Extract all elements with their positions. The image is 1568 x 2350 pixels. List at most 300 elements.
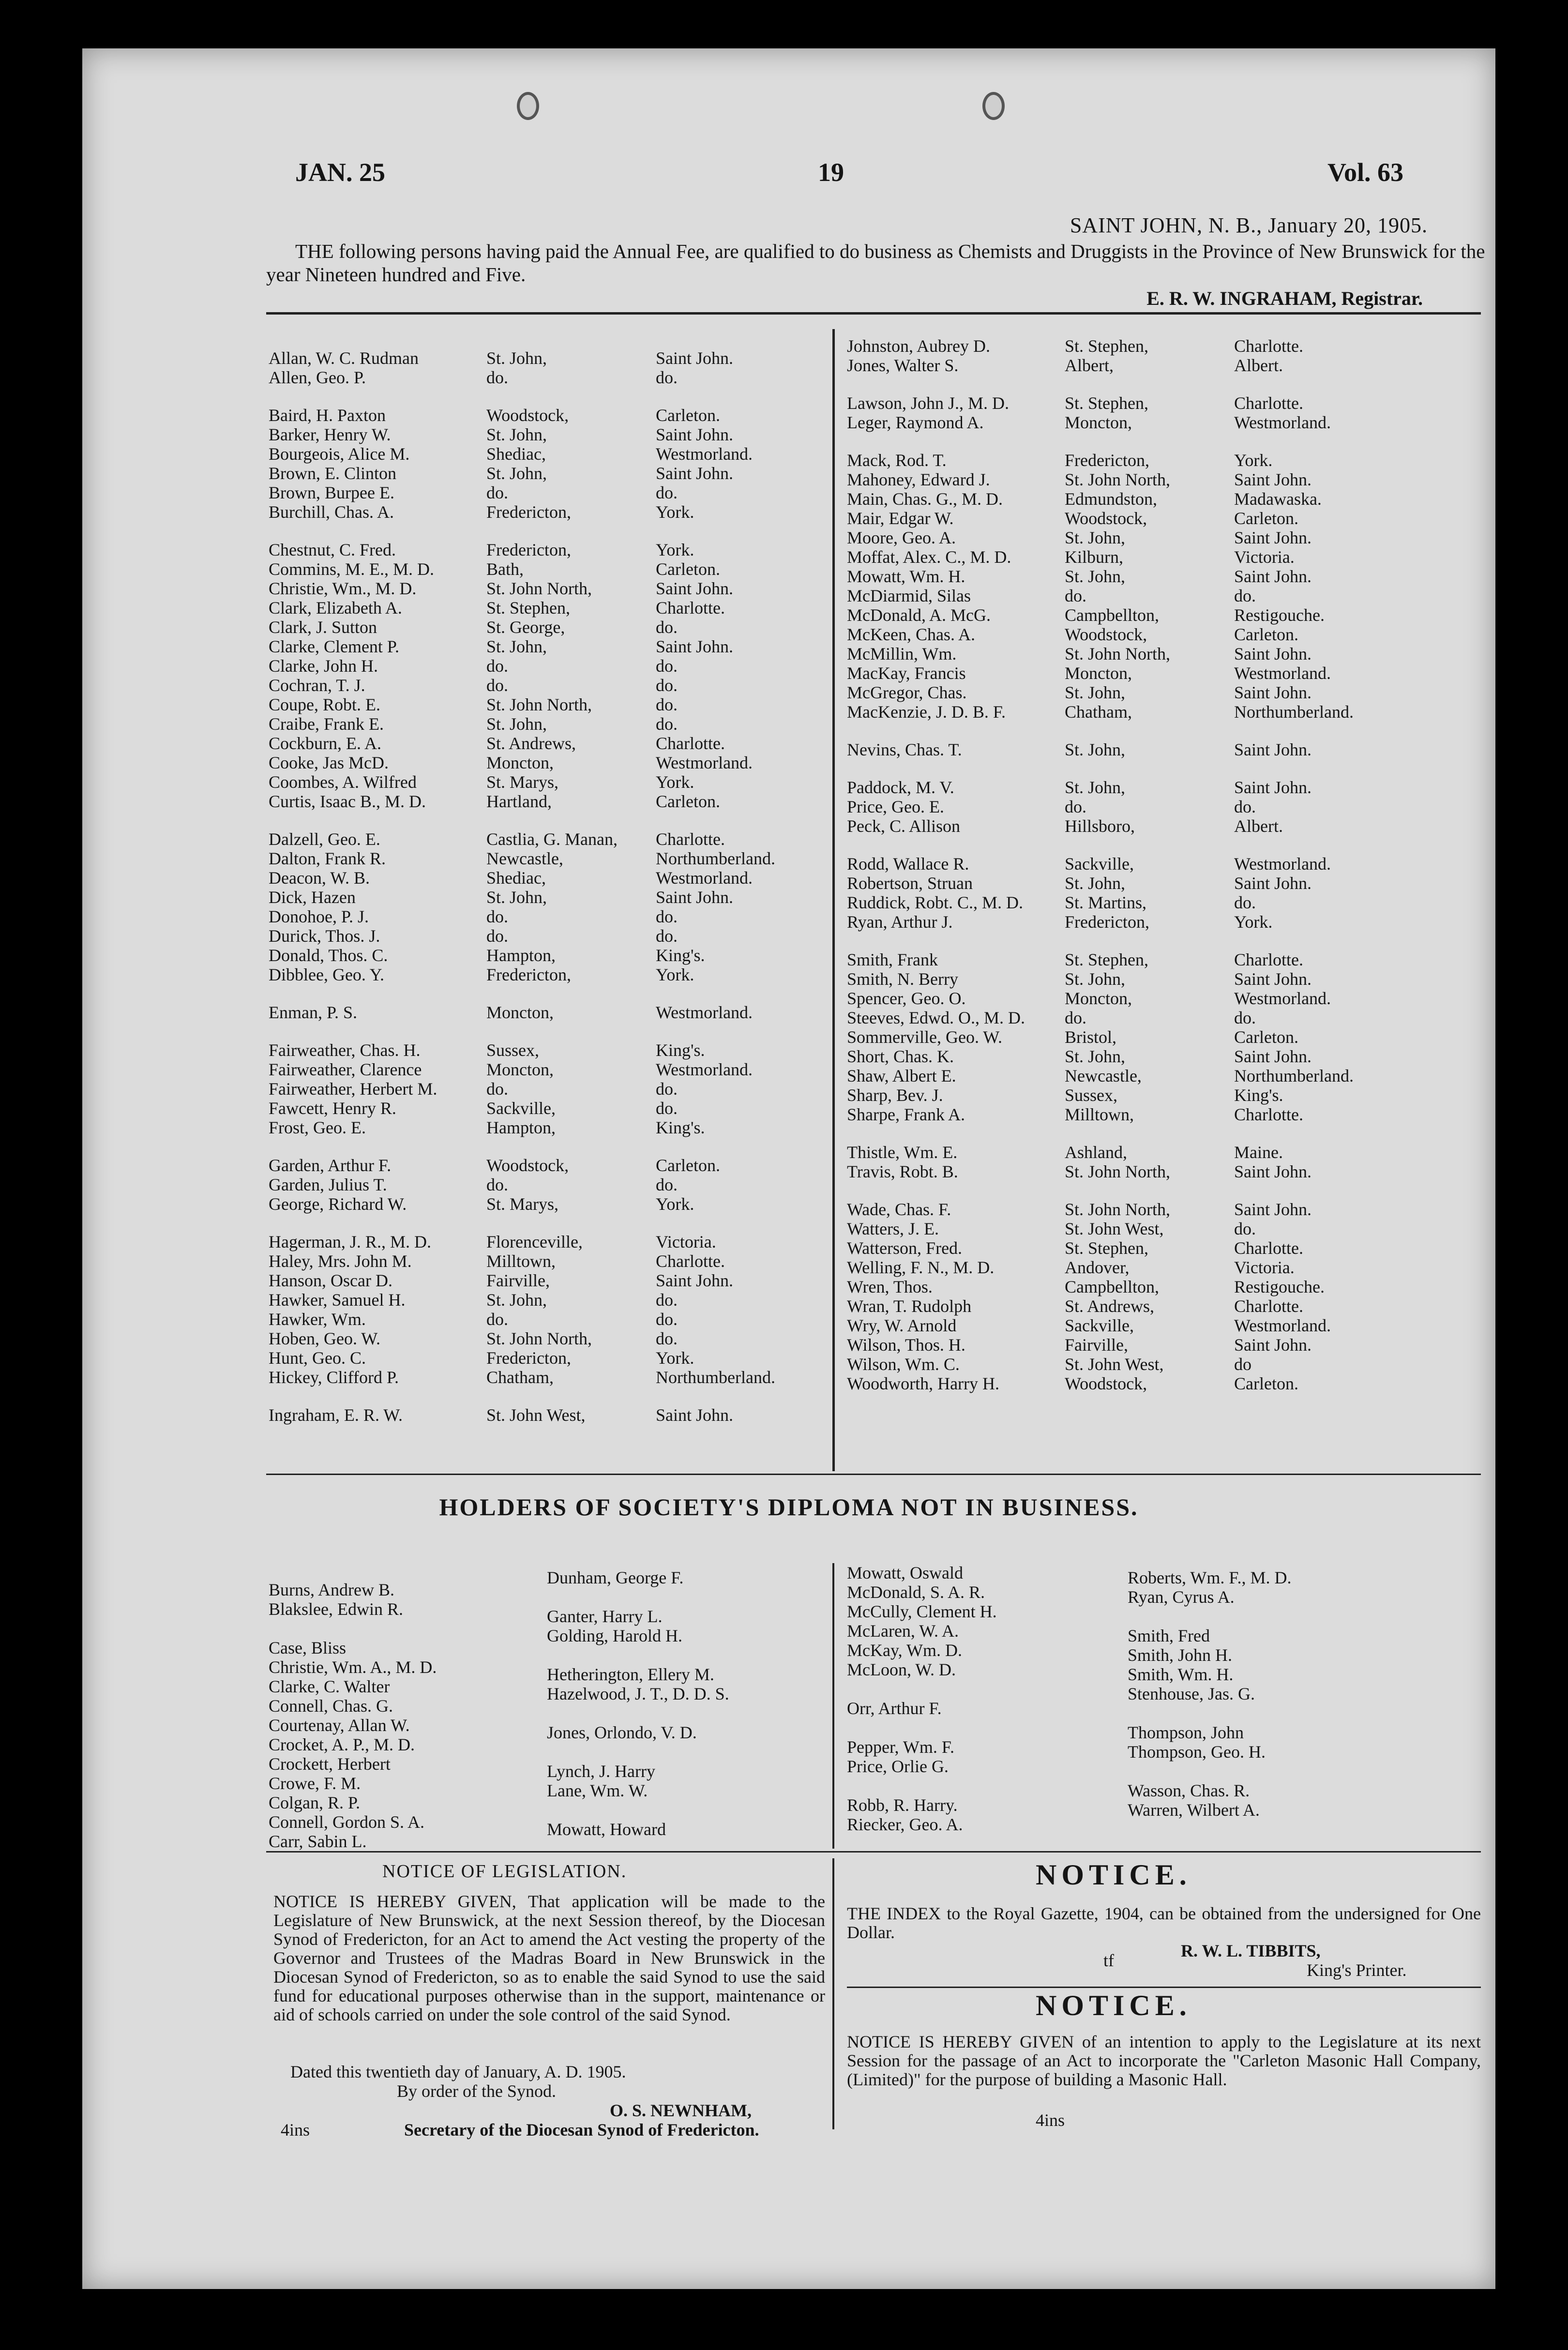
registrant-town: Campbellton, <box>1065 605 1159 625</box>
newspaper-page <box>82 48 1495 2289</box>
diploma-column-4 <box>1128 1568 1291 1820</box>
registrant-name: Main, Chas. G., M. D. <box>847 489 1003 509</box>
diploma-holder: Hetherington, Ellery M. <box>547 1665 714 1684</box>
registrant-county: Westmorland. <box>1234 663 1331 683</box>
diploma-holder: Wasson, Chas. R. <box>1128 1781 1250 1800</box>
registrant-name: Wade, Chas. F. <box>847 1200 951 1219</box>
registrant-name: Wren, Thos. <box>847 1277 933 1296</box>
registrant-county: do. <box>656 1290 678 1310</box>
registrant-name: Garden, Arthur F. <box>269 1156 392 1175</box>
registrant-town: St. John North, <box>1065 1200 1171 1219</box>
registrant-county: do. <box>656 695 678 714</box>
diploma-holder: Smith, Wm. H. <box>1128 1665 1234 1684</box>
registrant-name: Clark, J. Sutton <box>269 618 377 637</box>
registrant-town: do. <box>486 1079 508 1099</box>
registrant-name: Ingraham, E. R. W. <box>269 1405 403 1425</box>
registrant-county: Saint John. <box>656 464 734 483</box>
registrant-name: Cockburn, E. A. <box>269 734 381 753</box>
registrant-town: Sussex, <box>1065 1085 1118 1105</box>
intro-paragraph: THE following persons having paid the Annual Fee, are qualified to do business as Chemists and Druggists in the Province of New Brunswick for the year Nineteen hundred and Five. <box>266 240 1485 286</box>
registrant-name: Hoben, Geo. W. <box>269 1329 380 1348</box>
registrant-county: do <box>1234 1355 1251 1374</box>
registrant-name: Smith, N. Berry <box>847 969 958 989</box>
section-rule <box>266 1474 1481 1475</box>
column-divider <box>832 1858 834 2129</box>
diploma-section-title: HOLDERS OF SOCIETY'S DIPLOMA NOT IN BUSINESS. <box>439 1493 1139 1521</box>
registrant-county: do. <box>656 926 678 946</box>
registrant-county: Saint John. <box>656 637 734 656</box>
registrant-town: Woodstock, <box>486 1156 569 1175</box>
registrant-town: St. John, <box>486 348 547 368</box>
registrant-name: Clark, Elizabeth A. <box>269 598 402 618</box>
registrant-name: Paddock, M. V. <box>847 778 954 797</box>
registrant-town: do. <box>1065 797 1086 816</box>
registrant-county: Charlotte. <box>1234 336 1303 356</box>
registrant-town: St. John, <box>1065 1047 1126 1066</box>
legislation-notice-heading: NOTICE OF LEGISLATION. <box>382 1861 627 1882</box>
diploma-holder: Lane, Wm. W. <box>547 1781 648 1800</box>
registrant-town: St. Andrews, <box>1065 1296 1155 1316</box>
registrant-town: do. <box>1065 586 1086 605</box>
registrant-name: Hawker, Samuel H. <box>269 1290 406 1310</box>
registrant-town: St. John West, <box>1065 1219 1164 1238</box>
registrant-town: do. <box>486 483 508 502</box>
registrant-county: Charlotte. <box>1234 1105 1303 1124</box>
registrant-county: Charlotte. <box>656 734 725 753</box>
registrant-name: Brown, E. Clinton <box>269 464 397 483</box>
registrant-county: Saint John. <box>1234 528 1312 547</box>
legislation-dated: Dated this twentieth day of January, A. D. 1905. <box>290 2062 626 2081</box>
registrant-county: Saint John. <box>1234 740 1312 759</box>
registrant-name: Deacon, W. B. <box>269 868 370 888</box>
registrant-town: Shediac, <box>486 444 546 464</box>
diploma-holder: Dunham, George F. <box>547 1568 684 1587</box>
registrant-county: York. <box>656 1348 694 1368</box>
registrant-town: Kilburn, <box>1065 547 1123 567</box>
registrant-town: do. <box>486 1310 508 1329</box>
diploma-holder: Mowatt, Oswald <box>847 1563 963 1582</box>
registrant-town: St. John, <box>486 464 547 483</box>
registrant-county: Saint John. <box>1234 969 1312 989</box>
registrant-name: George, Richard W. <box>269 1194 407 1214</box>
notice-rule <box>847 1987 1481 1988</box>
registrant-county: Saint John. <box>656 888 734 907</box>
registrant-name: Burchill, Chas. A. <box>269 502 394 522</box>
registrant-town: do. <box>1065 1008 1086 1027</box>
registrant-name: Wilson, Thos. H. <box>847 1335 965 1355</box>
registrant-name: Wry, W. Arnold <box>847 1316 957 1335</box>
registrant-name: Garden, Julius T. <box>269 1175 387 1194</box>
registrant-town: St. Stephen, <box>486 598 571 618</box>
registrant-county: Carleton. <box>1234 509 1298 528</box>
registrant-county: Charlotte. <box>1234 1238 1303 1258</box>
registrant-county: York. <box>656 772 694 792</box>
diploma-holder: Courtenay, Allan W. <box>269 1716 410 1735</box>
registrar-signature: E. R. W. INGRAHAM, Registrar. <box>1146 287 1423 309</box>
registrant-county: Northumberland. <box>656 849 775 868</box>
registrant-town: St. John North, <box>1065 1162 1171 1181</box>
registrant-county: Saint John. <box>1234 1335 1312 1355</box>
section-rule <box>266 312 1481 315</box>
registrant-county: York. <box>656 502 694 522</box>
registrant-town: St. John, <box>486 1290 547 1310</box>
registrant-town: St. John North, <box>486 695 592 714</box>
registrant-name: McKeen, Chas. A. <box>847 625 975 644</box>
registrant-town: Moncton, <box>1065 989 1132 1008</box>
registrant-name: Shaw, Albert E. <box>847 1066 956 1085</box>
page-number: 19 <box>818 158 844 187</box>
registrant-county: do. <box>656 483 678 502</box>
registrant-name: Baird, H. Paxton <box>269 406 386 425</box>
registrant-town: Florenceville, <box>486 1232 583 1251</box>
diploma-holder: Price, Orlie G. <box>847 1757 949 1776</box>
diploma-holder: Roberts, Wm. F., M. D. <box>1128 1568 1292 1587</box>
registrant-town: St. Stephen, <box>1065 950 1149 969</box>
registrant-name: Mahoney, Edward J. <box>847 470 990 489</box>
registrant-name: Mair, Edgar W. <box>847 509 954 528</box>
registrant-county: Saint John. <box>1234 644 1312 663</box>
registrant-town: Fredericton, <box>1065 451 1149 470</box>
registrant-town: St. John West, <box>486 1405 586 1425</box>
registrant-county: Carleton. <box>656 792 720 811</box>
registrant-county: King's. <box>1234 1085 1283 1105</box>
registrant-name: Price, Geo. E. <box>847 797 944 816</box>
registrant-town: Ashland, <box>1065 1143 1127 1162</box>
registrant-county: do. <box>656 1099 678 1118</box>
registrant-name: Donald, Thos. C. <box>269 946 388 965</box>
registrant-town: Chatham, <box>1065 702 1132 722</box>
registrant-county: York. <box>1234 451 1273 470</box>
registrant-town: Bath, <box>486 559 524 579</box>
registrant-county: King's. <box>656 1040 705 1060</box>
registrant-county: Victoria. <box>1234 547 1295 567</box>
registrant-county: Madawaska. <box>1234 489 1322 509</box>
registrant-county: Westmorland. <box>1234 989 1331 1008</box>
registrant-county: do. <box>656 368 678 387</box>
registrant-name: Fairweather, Chas. H. <box>269 1040 421 1060</box>
diploma-holder: Golding, Harold H. <box>547 1626 682 1645</box>
registrant-county: do. <box>1234 797 1256 816</box>
registrant-name: Dalzell, Geo. E. <box>269 829 380 849</box>
diploma-column-1 <box>269 1580 437 1851</box>
diploma-holder: Jones, Orlondo, V. D. <box>547 1723 697 1742</box>
diploma-holder: Mowatt, Howard <box>547 1820 666 1839</box>
diploma-holder: Crowe, F. M. <box>269 1774 361 1793</box>
registrant-town: Fredericton, <box>486 540 571 559</box>
registrant-name: Lawson, John J., M. D. <box>847 393 1010 413</box>
registrant-town: St. John, <box>486 637 547 656</box>
registrant-town: Fredericton, <box>486 502 571 522</box>
diploma-holder: Christie, Wm. A., M. D. <box>269 1657 437 1677</box>
registrant-county: Westmorland. <box>656 868 753 888</box>
hall-notice-heading: NOTICE. <box>1036 1989 1191 2021</box>
registrant-county: Carleton. <box>1234 625 1298 644</box>
index-notice-signer: R. W. L. TIBBITS, <box>1181 1941 1321 1960</box>
hall-notice-body: NOTICE IS HEREBY GIVEN of an intention to apply to the Legislature at its next Session for the passage of an Act to incorporate the "Carleton Masonic Hall Company, (Limited)" for the purpose of building a Masonic Hall. <box>847 2032 1481 2089</box>
registrant-name: McGregor, Chas. <box>847 683 967 702</box>
registrant-town: St. John, <box>1065 969 1126 989</box>
registrant-county: Saint John. <box>1234 683 1312 702</box>
registrant-county: do. <box>656 714 678 734</box>
diploma-holder: Connell, Chas. G. <box>269 1696 393 1716</box>
registrant-town: Fairville, <box>486 1271 550 1290</box>
registrant-town: Woodstock, <box>486 406 569 425</box>
registrant-town: Fredericton, <box>486 965 571 984</box>
registrant-name: Sharpe, Frank A. <box>847 1105 965 1124</box>
diploma-holder: Pepper, Wm. F. <box>847 1737 954 1757</box>
registrant-town: Hampton, <box>486 1118 556 1137</box>
diploma-holder: Burns, Andrew B. <box>269 1580 394 1599</box>
hall-notice-insertions: 4ins <box>1036 2110 1065 2130</box>
registrant-name: Short, Chas. K. <box>847 1047 954 1066</box>
registrant-town: St. John, <box>1065 874 1126 893</box>
registrant-county: Westmorland. <box>1234 1316 1331 1335</box>
registrant-county: do. <box>656 676 678 695</box>
registrant-town: St. John, <box>1065 528 1126 547</box>
registrant-county: Saint John. <box>1234 874 1312 893</box>
registrant-town: Fredericton, <box>486 1348 571 1368</box>
registrant-county: do. <box>1234 586 1256 605</box>
registrant-county: Saint John. <box>1234 1200 1312 1219</box>
registrant-name: McDonald, A. McG. <box>847 605 991 625</box>
registrant-name: Commins, M. E., M. D. <box>269 559 435 579</box>
registrant-county: Saint John. <box>656 1271 734 1290</box>
registrant-town: St. John, <box>486 888 547 907</box>
registrant-name: Allen, Geo. P. <box>269 368 366 387</box>
registrant-name: Peck, C. Allison <box>847 816 961 836</box>
registrant-name: Fawcett, Henry R. <box>269 1099 396 1118</box>
registrant-town: Moncton, <box>486 753 554 772</box>
diploma-holder: Hazelwood, J. T., D. D. S. <box>547 1684 729 1703</box>
registrant-town: St. George, <box>486 618 565 637</box>
registrant-county: Charlotte. <box>656 598 725 618</box>
registrant-name: Welling, F. N., M. D. <box>847 1258 995 1277</box>
registrant-county: Northumberland. <box>1234 702 1354 722</box>
registrant-name: Allan, W. C. Rudman <box>269 348 419 368</box>
registrant-town: Hartland, <box>486 792 552 811</box>
registrant-county: Carleton. <box>1234 1374 1298 1393</box>
registrant-town: Bristol, <box>1065 1027 1117 1047</box>
registrant-town: Edmundston, <box>1065 489 1158 509</box>
diploma-holder: Ganter, Harry L. <box>547 1607 663 1626</box>
registrant-town: St. John, <box>486 714 547 734</box>
registrant-town: St. Martins, <box>1065 893 1147 912</box>
registrant-name: Watterson, Fred. <box>847 1238 963 1258</box>
registrant-county: York. <box>656 1194 694 1214</box>
registrant-name: Fairweather, Herbert M. <box>269 1079 437 1099</box>
registrant-town: St. Andrews, <box>486 734 576 753</box>
registrant-name: Donohoe, P. J. <box>269 907 369 926</box>
index-notice-heading: NOTICE. <box>1036 1859 1191 1891</box>
registrant-town: Milltown, <box>486 1251 556 1271</box>
registrant-name: Travis, Robt. B. <box>847 1162 958 1181</box>
legislation-signer: O. S. NEWNHAM, <box>610 2101 752 2120</box>
diploma-holder: Ryan, Cyrus A. <box>1128 1587 1235 1607</box>
registrant-county: Northumberland. <box>656 1368 775 1387</box>
registrant-town: Newcastle, <box>486 849 563 868</box>
registrant-county: York. <box>656 540 694 559</box>
registrant-county: do. <box>1234 1008 1256 1027</box>
registrant-name: Dick, Hazen <box>269 888 356 907</box>
registrant-town: Campbellton, <box>1065 1277 1159 1296</box>
registrant-name: Curtis, Isaac B., M. D. <box>269 792 426 811</box>
issue-date: JAN. 25 <box>295 158 385 187</box>
registrant-name: MacKay, Francis <box>847 663 966 683</box>
registrant-town: Moncton, <box>1065 663 1132 683</box>
registrant-county: do. <box>656 1310 678 1329</box>
registrant-county: do. <box>656 1175 678 1194</box>
diploma-holder: Connell, Gordon S. A. <box>269 1812 425 1832</box>
diploma-holder: Carr, Sabin L. <box>269 1832 367 1851</box>
registrant-town: Sussex, <box>486 1040 540 1060</box>
diploma-holder: Thompson, John <box>1128 1723 1244 1742</box>
registrant-county: Northumberland. <box>1234 1066 1354 1085</box>
diploma-holder: McKay, Wm. D. <box>847 1641 962 1660</box>
registrant-county: Westmorland. <box>1234 413 1331 432</box>
registrant-county: Charlotte. <box>656 1251 725 1271</box>
binding-hole <box>517 92 539 120</box>
diploma-holder: Smith, John H. <box>1128 1645 1233 1665</box>
registrant-name: Ruddick, Robt. C., M. D. <box>847 893 1024 912</box>
registrant-town: St. Stephen, <box>1065 393 1149 413</box>
registrant-name: Barker, Henry W. <box>269 425 391 444</box>
registrant-county: Westmorland. <box>656 1003 753 1022</box>
registrant-town: St. John, <box>1065 778 1126 797</box>
registrant-name: MacKenzie, J. D. B. F. <box>847 702 1006 722</box>
registrant-county: Charlotte. <box>1234 950 1303 969</box>
registrant-town: do. <box>486 676 508 695</box>
index-notice-body: THE INDEX to the Royal Gazette, 1904, can be obtained from the undersigned for One Dollar. <box>847 1904 1481 1942</box>
registrant-name: Thistle, Wm. E. <box>847 1143 958 1162</box>
registrant-county: Westmorland. <box>1234 854 1331 874</box>
registrant-town: St. Marys, <box>486 1194 559 1214</box>
registrant-name: Jones, Walter S. <box>847 356 959 375</box>
registrant-name: Haley, Mrs. John M. <box>269 1251 412 1271</box>
registrant-town: Woodstock, <box>1065 1374 1147 1393</box>
registrant-name: Enman, P. S. <box>269 1003 358 1022</box>
registrant-name: Watters, J. E. <box>847 1219 939 1238</box>
registrant-name: Smith, Frank <box>847 950 938 969</box>
column-divider <box>832 329 835 1471</box>
place-date-line: SAINT JOHN, N. B., January 20, 1905. <box>1070 213 1428 237</box>
registrant-county: Saint John. <box>1234 1047 1312 1066</box>
diploma-holder: Smith, Fred <box>1128 1626 1210 1645</box>
registrant-town: St. Stephen, <box>1065 1238 1149 1258</box>
registrant-county: King's. <box>656 1118 705 1137</box>
registrant-county: Saint John. <box>656 425 734 444</box>
registrant-county: do. <box>656 1079 678 1099</box>
registrant-town: Moncton, <box>486 1060 554 1079</box>
registrant-town: Chatham, <box>486 1368 554 1387</box>
registrant-town: St. John North, <box>1065 470 1171 489</box>
registrant-county: Saint John. <box>1234 778 1312 797</box>
registrant-town: Shediac, <box>486 868 546 888</box>
diploma-holder: Crocket, A. P., M. D. <box>269 1735 415 1754</box>
registrant-name: Clarke, Clement P. <box>269 637 399 656</box>
diploma-holder: Lynch, J. Harry <box>547 1762 655 1781</box>
diploma-holder: Riecker, Geo. A. <box>847 1815 963 1834</box>
diploma-holder: Case, Bliss <box>269 1638 347 1657</box>
registrant-name: Nevins, Chas. T. <box>847 740 962 759</box>
registrant-town: St. John, <box>1065 740 1126 759</box>
registrant-county: Albert. <box>1234 356 1283 375</box>
diploma-holder: Clarke, C. Walter <box>269 1677 390 1696</box>
diploma-holder: McLoon, W. D. <box>847 1660 956 1679</box>
index-notice-signer-title: King's Printer. <box>1307 1960 1407 1980</box>
registrant-town: St. John, <box>1065 683 1126 702</box>
registrant-name: Leger, Raymond A. <box>847 413 984 432</box>
registrant-county: Maine. <box>1234 1143 1283 1162</box>
legislation-insertions: 4ins <box>281 2120 310 2139</box>
legislation-by-order: By order of the Synod. <box>397 2081 556 2101</box>
registrant-name: Brown, Burpee E. <box>269 483 394 502</box>
registrant-name: Clarke, John H. <box>269 656 378 676</box>
diploma-holder: Robb, R. Harry. <box>847 1795 958 1815</box>
registrant-town: St. Marys, <box>486 772 559 792</box>
registrant-town: do. <box>486 926 508 946</box>
registrant-county: Saint John. <box>1234 470 1312 489</box>
registrant-name: McMillin, Wm. <box>847 644 957 663</box>
diploma-holder: Blakslee, Edwin R. <box>269 1599 403 1619</box>
registrant-county: do. <box>656 618 678 637</box>
registrant-county: Restigouche. <box>1234 1277 1325 1296</box>
diploma-column-2 <box>547 1568 729 1839</box>
registrant-town: St. John North, <box>486 579 592 598</box>
registrant-county: do. <box>656 656 678 676</box>
registrant-name: Craibe, Frank E. <box>269 714 384 734</box>
registrant-name: Hagerman, J. R., M. D. <box>269 1232 431 1251</box>
registrant-name: Sharp, Bev. J. <box>847 1085 943 1105</box>
registrant-town: Moncton, <box>1065 413 1132 432</box>
registrant-town: Moncton, <box>486 1003 554 1022</box>
registrant-county: Westmorland. <box>656 444 753 464</box>
registrant-county: King's. <box>656 946 705 965</box>
registrant-county: Victoria. <box>656 1232 716 1251</box>
registrant-name: Frost, Geo. E. <box>269 1118 366 1137</box>
registrant-county: Charlotte. <box>656 829 725 849</box>
diploma-holder: McCully, Clement H. <box>847 1602 997 1621</box>
diploma-column-3 <box>847 1563 997 1834</box>
registrant-town: Albert, <box>1065 356 1114 375</box>
registrant-name: Steeves, Edwd. O., M. D. <box>847 1008 1025 1027</box>
registrant-name: Chestnut, C. Fred. <box>269 540 396 559</box>
registrant-county: Westmorland. <box>656 1060 753 1079</box>
registrant-county: Restigouche. <box>1234 605 1325 625</box>
registrant-name: Dibblee, Geo. Y. <box>269 965 384 984</box>
registrant-name: Johnston, Aubrey D. <box>847 336 990 356</box>
registrant-town: do. <box>486 907 508 926</box>
registrant-name: Hanson, Oscar D. <box>269 1271 392 1290</box>
registrant-name: Mowatt, Wm. H. <box>847 567 965 586</box>
registrant-county: Carleton. <box>1234 1027 1298 1047</box>
registrant-name: Hawker, Wm. <box>269 1310 366 1329</box>
registrant-county: Carleton. <box>656 406 720 425</box>
registrant-town: Andover, <box>1065 1258 1130 1277</box>
registrant-county: Saint John. <box>1234 567 1312 586</box>
diploma-holder: Stenhouse, Jas. G. <box>1128 1684 1255 1703</box>
column-divider <box>832 1563 834 1849</box>
registrant-name: Sommerville, Geo. W. <box>847 1027 1002 1047</box>
diploma-holder: Orr, Arthur F. <box>847 1699 942 1718</box>
registrant-town: St. John West, <box>1065 1355 1164 1374</box>
registrant-name: Hunt, Geo. C. <box>269 1348 366 1368</box>
registrant-name: Coombes, A. Wilfred <box>269 772 417 792</box>
registrant-town: do. <box>486 1175 508 1194</box>
registrant-name: Ryan, Arthur J. <box>847 912 953 932</box>
registrant-name: Wilson, Wm. C. <box>847 1355 960 1374</box>
registrant-town: St. John, <box>1065 567 1126 586</box>
registrant-town: Milltown, <box>1065 1105 1134 1124</box>
